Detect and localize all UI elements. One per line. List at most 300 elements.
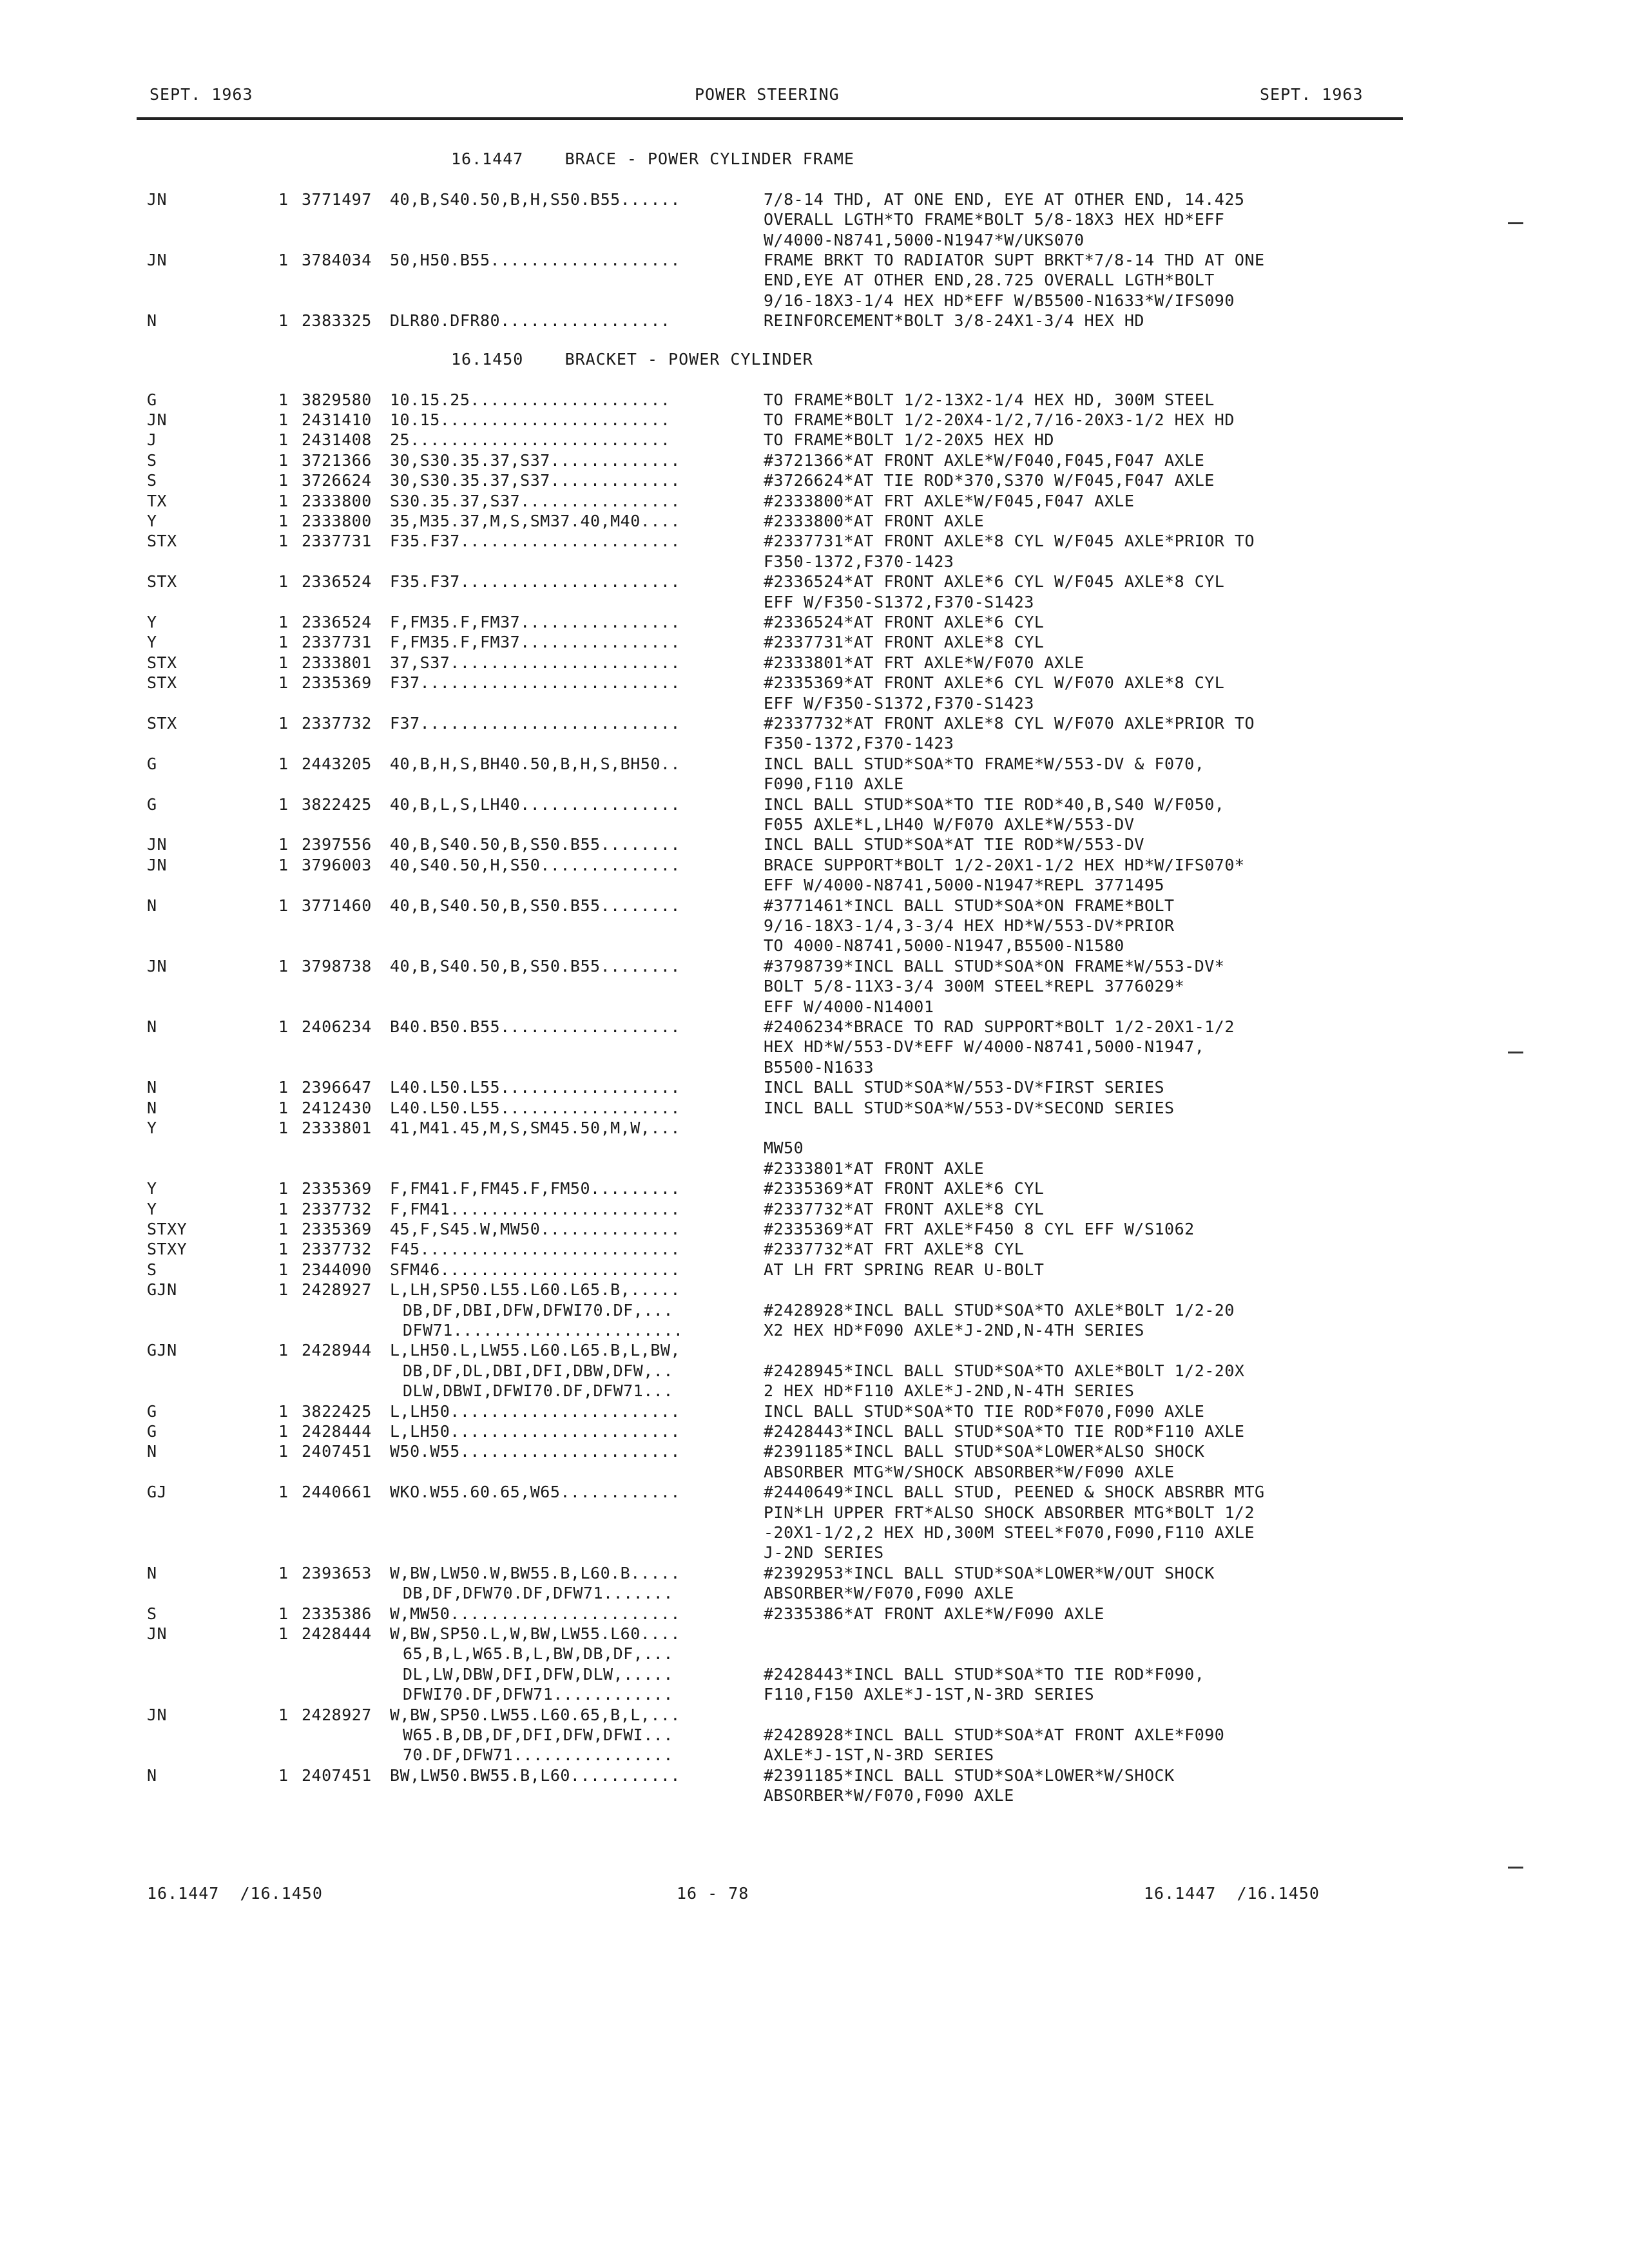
application: S30.35.37,S37................ bbox=[390, 491, 680, 510]
description: #2428443*INCL BALL STUD*SOA*TO TIE ROD*F090, bbox=[764, 1664, 1205, 1684]
part-number: 2431408 bbox=[302, 430, 372, 450]
part-row bbox=[0, 1483, 1629, 1503]
description: #2335369*AT FRONT AXLE*6 CYL W/F070 AXLE*8 CYL bbox=[764, 673, 1225, 693]
application: F,FM35.F,FM37................ bbox=[390, 613, 680, 632]
part-row-continuation bbox=[0, 694, 1629, 715]
part-number: 2443205 bbox=[302, 754, 372, 773]
description: #2391185*INCL BALL STUD*SOA*LOWER*W/SHOCK bbox=[764, 1765, 1175, 1785]
description: #3721366*AT FRONT AXLE*W/F040,F045,F047 AXLE bbox=[764, 450, 1205, 470]
part-row-continuation bbox=[0, 1685, 1629, 1706]
model-code: TX bbox=[147, 491, 168, 510]
model-code: N bbox=[147, 896, 157, 915]
application: W,BW,SP50.L,W,BW,LW55.L60.... bbox=[390, 1624, 680, 1644]
description: TO 4000-N8741,5000-N1947,B5500-N1580 bbox=[764, 936, 1124, 956]
application: L,LH50....................... bbox=[390, 1401, 680, 1421]
part-row bbox=[0, 1442, 1629, 1463]
part-row-continuation bbox=[0, 1381, 1629, 1402]
application: W,BW,SP50.LW55.L60.65,B,L,... bbox=[390, 1705, 680, 1724]
quantity: 1 bbox=[278, 532, 289, 551]
part-row bbox=[0, 714, 1629, 735]
model-code: JN bbox=[147, 251, 168, 269]
description: F090,F110 AXLE bbox=[764, 774, 904, 794]
part-row-continuation bbox=[0, 815, 1629, 836]
part-row bbox=[0, 1179, 1629, 1200]
part-row bbox=[0, 835, 1629, 856]
part-row-continuation bbox=[0, 1523, 1629, 1544]
part-row-continuation bbox=[0, 1665, 1629, 1686]
quantity: 1 bbox=[278, 189, 289, 209]
application: 40,B,H,S,BH40.50,B,H,S,BH50.. bbox=[390, 754, 680, 773]
part-number: 2406234 bbox=[302, 1017, 372, 1037]
application: L,LH50.L,LW55.L60.L65.B,L,BW, bbox=[390, 1341, 680, 1360]
footer-left: 16.1447 /16.1450 bbox=[147, 1884, 323, 1903]
description: #2333800*AT FRONT AXLE bbox=[764, 512, 985, 531]
description: F350-1372,F370-1423 bbox=[764, 552, 954, 571]
application: BW,LW50.BW55.B,L60........... bbox=[390, 1765, 680, 1785]
quantity: 1 bbox=[278, 956, 289, 975]
description: #2336524*AT FRONT AXLE*6 CYL bbox=[764, 613, 1045, 632]
part-number: 2335369 bbox=[302, 1179, 372, 1198]
part-row bbox=[0, 1766, 1629, 1787]
footer-right: 16.1447 /16.1450 bbox=[1144, 1884, 1320, 1903]
model-code: N bbox=[147, 1442, 157, 1461]
model-code: Y bbox=[147, 613, 157, 632]
part-number: 2333801 bbox=[302, 1119, 372, 1138]
part-row-continuation bbox=[0, 734, 1629, 754]
description: #2335386*AT FRONT AXLE*W/F090 AXLE bbox=[764, 1604, 1104, 1623]
quantity: 1 bbox=[278, 794, 289, 814]
header-rule bbox=[137, 117, 1403, 120]
description: ABSORBER*W/F070,F090 AXLE bbox=[764, 1584, 1014, 1603]
part-row-continuation bbox=[0, 1503, 1629, 1524]
application: 10.15.25.................... bbox=[390, 390, 671, 409]
part-number: 2337732 bbox=[302, 1199, 372, 1218]
header-right: SEPT. 1963 bbox=[1260, 85, 1364, 104]
model-code: Y bbox=[147, 1199, 157, 1218]
part-row-continuation bbox=[0, 291, 1629, 312]
part-row bbox=[0, 673, 1629, 694]
part-row bbox=[0, 896, 1629, 917]
part-row bbox=[0, 1220, 1629, 1240]
part-row-continuation bbox=[0, 1725, 1629, 1746]
quantity: 1 bbox=[278, 1705, 289, 1724]
quantity: 1 bbox=[278, 896, 289, 915]
description: #2428928*INCL BALL STUD*SOA*TO AXLE*BOLT 1/2-20 bbox=[764, 1300, 1235, 1320]
quantity: 1 bbox=[278, 1483, 289, 1502]
quantity: 1 bbox=[278, 1280, 289, 1300]
description: #2333800*AT FRT AXLE*W/F045,F047 AXLE bbox=[764, 491, 1135, 510]
description: INCL BALL STUD*SOA*W/553-DV*SECOND SERIES bbox=[764, 1098, 1175, 1117]
description: #2333801*AT FRONT AXLE bbox=[764, 1158, 985, 1178]
part-row bbox=[0, 1260, 1629, 1281]
part-row bbox=[0, 653, 1629, 674]
part-number: 2335369 bbox=[302, 673, 372, 693]
quantity: 1 bbox=[278, 633, 289, 652]
part-row bbox=[0, 430, 1629, 451]
model-code: N bbox=[147, 1017, 157, 1037]
part-row-continuation bbox=[0, 1786, 1629, 1807]
description: #2337731*AT FRONT AXLE*8 CYL W/F045 AXLE*PRIOR TO bbox=[764, 532, 1255, 551]
quantity: 1 bbox=[278, 572, 289, 591]
part-number: 2428927 bbox=[302, 1280, 372, 1300]
description: #2333801*AT FRT AXLE*W/F070 AXLE bbox=[764, 653, 1084, 672]
application: 40,B,S40.50,B,H,S50.B55...... bbox=[390, 189, 680, 209]
margin-mark bbox=[1508, 1052, 1523, 1053]
description: #2406234*BRACE TO RAD SUPPORT*BOLT 1/2-20X1-1/2 bbox=[764, 1017, 1235, 1037]
application: B40.B50.B55.................. bbox=[390, 1017, 680, 1037]
section-title bbox=[0, 149, 1629, 170]
model-code: Y bbox=[147, 1179, 157, 1198]
part-row-continuation bbox=[0, 1745, 1629, 1766]
part-number: 2333800 bbox=[302, 491, 372, 510]
part-number: 3771497 bbox=[302, 189, 372, 209]
description: BRACE SUPPORT*BOLT 1/2-20X1-1/2 HEX HD*W/IFS070* bbox=[764, 855, 1245, 874]
quantity: 1 bbox=[278, 835, 289, 854]
quantity: 1 bbox=[278, 1179, 289, 1198]
part-row bbox=[0, 1564, 1629, 1584]
model-code: JN bbox=[147, 1705, 168, 1724]
part-row-continuation bbox=[0, 231, 1629, 251]
description: INCL BALL STUD*SOA*TO FRAME*W/553-DV & F070, bbox=[764, 754, 1205, 773]
part-row bbox=[0, 856, 1629, 876]
part-number: 3784034 bbox=[302, 251, 372, 269]
part-row bbox=[0, 311, 1629, 332]
description: #2391185*INCL BALL STUD*SOA*LOWER*ALSO SHOCK bbox=[764, 1442, 1205, 1461]
part-number: 3822425 bbox=[302, 1401, 372, 1421]
part-row bbox=[0, 754, 1629, 775]
application: W50.W55...................... bbox=[390, 1442, 680, 1461]
application: 35,M35.37,M,S,SM37.40,M40.... bbox=[390, 512, 680, 531]
part-number: 2393653 bbox=[302, 1563, 372, 1582]
section-heading: 16.1450 BRACKET - POWER CYLINDER bbox=[451, 349, 813, 369]
quantity: 1 bbox=[278, 512, 289, 531]
description: #2336524*AT FRONT AXLE*6 CYL W/F045 AXLE*8 CYL bbox=[764, 572, 1225, 591]
model-code: STXY bbox=[147, 1240, 188, 1259]
application: 45,F,S45.W,MW50.............. bbox=[390, 1220, 680, 1239]
description: EFF W/4000-N14001 bbox=[764, 997, 934, 1016]
description: #2337732*AT FRONT AXLE*8 CYL W/F070 AXLE*PRIOR TO bbox=[764, 714, 1255, 733]
part-row-continuation bbox=[0, 1644, 1629, 1665]
application: DFW71....................... bbox=[403, 1321, 684, 1340]
quantity: 1 bbox=[278, 430, 289, 450]
part-row bbox=[0, 1706, 1629, 1726]
description: #2337731*AT FRONT AXLE*8 CYL bbox=[764, 633, 1045, 652]
quantity: 1 bbox=[278, 613, 289, 632]
model-code: S bbox=[147, 1604, 157, 1623]
part-row-continuation bbox=[0, 1159, 1629, 1180]
description: F110,F150 AXLE*J-1ST,N-3RD SERIES bbox=[764, 1685, 1095, 1704]
part-number: 2407451 bbox=[302, 1442, 372, 1461]
model-code: JN bbox=[147, 835, 168, 854]
application: SFM46........................ bbox=[390, 1260, 680, 1279]
margin-mark bbox=[1508, 1867, 1523, 1869]
part-number: 2337732 bbox=[302, 1240, 372, 1259]
model-code: Y bbox=[147, 633, 157, 652]
description: BOLT 5/8-11X3-3/4 300M STEEL*REPL 3776029* bbox=[764, 977, 1185, 996]
application: DLR80.DFR80................. bbox=[390, 311, 671, 331]
description: J-2ND SERIES bbox=[764, 1543, 884, 1562]
model-code: STX bbox=[147, 572, 177, 591]
application: 41,M41.45,M,S,SM45.50,M,W,... bbox=[390, 1119, 680, 1138]
description: TO FRAME*BOLT 1/2-20X5 HEX HD bbox=[764, 430, 1054, 450]
margin-mark bbox=[1508, 222, 1523, 224]
application: DL,LW,DBW,DFI,DFW,DLW,..... bbox=[403, 1664, 673, 1684]
quantity: 1 bbox=[278, 1604, 289, 1623]
part-row-continuation bbox=[0, 593, 1629, 613]
part-row-continuation bbox=[0, 977, 1629, 997]
part-number: 2337731 bbox=[302, 532, 372, 551]
part-row bbox=[0, 957, 1629, 977]
application: DB,DF,DBI,DFW,DFWI70.DF,... bbox=[403, 1300, 673, 1320]
quantity: 1 bbox=[278, 673, 289, 693]
part-row-continuation bbox=[0, 1361, 1629, 1382]
part-row bbox=[0, 613, 1629, 633]
part-number: 2333800 bbox=[302, 512, 372, 531]
description: X2 HEX HD*F090 AXLE*J-2ND,N-4TH SERIES bbox=[764, 1321, 1144, 1340]
model-code: GJ bbox=[147, 1483, 168, 1502]
part-row bbox=[0, 251, 1629, 271]
model-code: JN bbox=[147, 189, 168, 209]
part-row bbox=[0, 1604, 1629, 1625]
application: L40.L50.L55.................. bbox=[390, 1098, 680, 1117]
part-row-continuation bbox=[0, 271, 1629, 291]
quantity: 1 bbox=[278, 251, 289, 269]
part-number: 2412430 bbox=[302, 1098, 372, 1117]
part-row-continuation bbox=[0, 774, 1629, 795]
part-number: 2428444 bbox=[302, 1624, 372, 1644]
model-code: J bbox=[147, 430, 157, 450]
model-code: STX bbox=[147, 673, 177, 693]
page-header bbox=[0, 85, 1629, 111]
quantity: 1 bbox=[278, 1401, 289, 1421]
application: F35.F37...................... bbox=[390, 532, 680, 551]
part-row-continuation bbox=[0, 1321, 1629, 1341]
model-code: STX bbox=[147, 653, 177, 672]
description: EFF W/4000-N8741,5000-N1947*REPL 3771495 bbox=[764, 876, 1165, 895]
application: 40,B,S40.50,B,S50.B55........ bbox=[390, 956, 680, 975]
part-number: 3721366 bbox=[302, 450, 372, 470]
application: 70.DF,DFW71................ bbox=[403, 1745, 673, 1765]
part-row bbox=[0, 532, 1629, 552]
description: HEX HD*W/553-DV*EFF W/4000-N8741,5000-N1947, bbox=[764, 1037, 1205, 1057]
model-code: N bbox=[147, 1765, 157, 1785]
model-code: JN bbox=[147, 956, 168, 975]
part-number: 3798738 bbox=[302, 956, 372, 975]
part-number: 3796003 bbox=[302, 855, 372, 874]
part-row bbox=[0, 471, 1629, 492]
part-number: 2335369 bbox=[302, 1220, 372, 1239]
part-row bbox=[0, 190, 1629, 211]
description: END,EYE AT OTHER END,28.725 OVERALL LGTH*BOLT bbox=[764, 271, 1215, 290]
part-number: 3771460 bbox=[302, 896, 372, 915]
quantity: 1 bbox=[278, 1563, 289, 1582]
part-number: 2337731 bbox=[302, 633, 372, 652]
application: F35.F37...................... bbox=[390, 572, 680, 591]
description: INCL BALL STUD*SOA*TO TIE ROD*40,B,S40 W/F050, bbox=[764, 794, 1225, 814]
description: AT LH FRT SPRING REAR U-BOLT bbox=[764, 1260, 1045, 1279]
page-number: 16 - 78 bbox=[677, 1884, 749, 1903]
part-row-continuation bbox=[0, 876, 1629, 896]
part-number: 2397556 bbox=[302, 835, 372, 854]
description: ABSORBER*W/F070,F090 AXLE bbox=[764, 1786, 1014, 1805]
quantity: 1 bbox=[278, 491, 289, 510]
application: F37.......................... bbox=[390, 673, 680, 693]
part-row-continuation bbox=[0, 1139, 1629, 1159]
model-code: S bbox=[147, 471, 157, 490]
part-number: 2337732 bbox=[302, 714, 372, 733]
description: #2428443*INCL BALL STUD*SOA*TO TIE ROD*F110 AXLE bbox=[764, 1422, 1245, 1441]
part-row bbox=[0, 492, 1629, 512]
application: F,FM41.F,FM45.F,FM50......... bbox=[390, 1179, 680, 1198]
application: 40,B,S40.50,B,S50.B55........ bbox=[390, 896, 680, 915]
part-row-continuation bbox=[0, 1058, 1629, 1079]
model-code: STXY bbox=[147, 1220, 188, 1239]
application: L40.L50.L55.................. bbox=[390, 1078, 680, 1097]
part-row bbox=[0, 390, 1629, 411]
quantity: 1 bbox=[278, 471, 289, 490]
part-number: 3822425 bbox=[302, 794, 372, 814]
part-row bbox=[0, 1624, 1629, 1645]
model-code: N bbox=[147, 311, 157, 331]
part-row bbox=[0, 410, 1629, 431]
part-row bbox=[0, 1200, 1629, 1220]
application: L,LH,SP50.L55.L60.L65.B,..... bbox=[390, 1280, 680, 1300]
application: DLW,DBWI,DFWI70.DF,DFW71... bbox=[403, 1381, 673, 1401]
part-number: 2336524 bbox=[302, 572, 372, 591]
description: #2337732*AT FRONT AXLE*8 CYL bbox=[764, 1199, 1045, 1218]
part-row bbox=[0, 1099, 1629, 1119]
quantity: 1 bbox=[278, 1199, 289, 1218]
quantity: 1 bbox=[278, 653, 289, 672]
description: F055 AXLE*L,LH40 W/F070 AXLE*W/553-DV bbox=[764, 815, 1135, 834]
quantity: 1 bbox=[278, 754, 289, 773]
part-row bbox=[0, 1422, 1629, 1443]
description: -20X1-1/2,2 HEX HD,300M STEEL*F070,F090,F110 AXLE bbox=[764, 1523, 1255, 1542]
application: F37.......................... bbox=[390, 714, 680, 733]
description: AXLE*J-1ST,N-3RD SERIES bbox=[764, 1745, 994, 1765]
model-code: Y bbox=[147, 1119, 157, 1138]
part-row-continuation bbox=[0, 916, 1629, 937]
header-center: POWER STEERING bbox=[695, 85, 840, 104]
quantity: 1 bbox=[278, 311, 289, 331]
part-number: 2335386 bbox=[302, 1604, 372, 1623]
model-code: G bbox=[147, 794, 157, 814]
part-number: 2383325 bbox=[302, 311, 372, 331]
description: 7/8-14 THD, AT ONE END, EYE AT OTHER END, 14.425 bbox=[764, 189, 1245, 209]
description: INCL BALL STUD*SOA*AT TIE ROD*W/553-DV bbox=[764, 835, 1144, 854]
quantity: 1 bbox=[278, 714, 289, 733]
part-row-continuation bbox=[0, 1037, 1629, 1058]
part-number: 2428927 bbox=[302, 1705, 372, 1724]
part-row-continuation bbox=[0, 936, 1629, 957]
part-number: 2336524 bbox=[302, 613, 372, 632]
application: 30,S30.35.37,S37............. bbox=[390, 450, 680, 470]
description: EFF W/F350-S1372,F370-S1423 bbox=[764, 592, 1034, 611]
part-row bbox=[0, 1341, 1629, 1361]
part-row bbox=[0, 1280, 1629, 1301]
part-row bbox=[0, 451, 1629, 472]
part-row bbox=[0, 795, 1629, 816]
description: INCL BALL STUD*SOA*W/553-DV*FIRST SERIES bbox=[764, 1078, 1165, 1097]
page-footer bbox=[0, 1884, 1629, 1910]
application: 30,S30.35.37,S37............. bbox=[390, 471, 680, 490]
quantity: 1 bbox=[278, 450, 289, 470]
model-code: N bbox=[147, 1563, 157, 1582]
application: 40,B,L,S,LH40................ bbox=[390, 794, 680, 814]
application: 37,S37....................... bbox=[390, 653, 680, 672]
description: EFF W/F350-S1372,F370-S1423 bbox=[764, 693, 1034, 713]
section-title bbox=[0, 350, 1629, 370]
description: OVERALL LGTH*TO FRAME*BOLT 5/8-18X3 HEX HD*EFF bbox=[764, 210, 1225, 229]
part-number: 2431410 bbox=[302, 410, 372, 430]
quantity: 1 bbox=[278, 1260, 289, 1279]
description: TO FRAME*BOLT 1/2-13X2-1/4 HEX HD, 300M STEEL bbox=[764, 390, 1215, 409]
part-row-continuation bbox=[0, 210, 1629, 231]
description: #2335369*AT FRONT AXLE*6 CYL bbox=[764, 1179, 1045, 1198]
description: F350-1372,F370-1423 bbox=[764, 734, 954, 753]
section-heading: 16.1447 BRACE - POWER CYLINDER FRAME bbox=[451, 149, 854, 168]
description: #3726624*AT TIE ROD*370,S370 W/F045,F047 AXLE bbox=[764, 471, 1215, 490]
part-row bbox=[0, 1078, 1629, 1099]
model-code: GJN bbox=[147, 1280, 177, 1300]
part-row bbox=[0, 1240, 1629, 1260]
quantity: 1 bbox=[278, 1442, 289, 1461]
quantity: 1 bbox=[278, 1624, 289, 1644]
part-row-continuation bbox=[0, 997, 1629, 1018]
part-row bbox=[0, 512, 1629, 532]
application: F,FM35.F,FM37................ bbox=[390, 633, 680, 652]
quantity: 1 bbox=[278, 1240, 289, 1259]
model-code: G bbox=[147, 1422, 157, 1441]
description: #2440649*INCL BALL STUD, PEENED & SHOCK ABSRBR MTG bbox=[764, 1483, 1265, 1502]
application: 10.15....................... bbox=[390, 410, 671, 430]
part-number: 3726624 bbox=[302, 471, 372, 490]
model-code: GJN bbox=[147, 1341, 177, 1360]
model-code: G bbox=[147, 1401, 157, 1421]
application: W,MW50....................... bbox=[390, 1604, 680, 1623]
application: DB,DF,DL,DBI,DFI,DBW,DFW,.. bbox=[403, 1361, 673, 1380]
quantity: 1 bbox=[278, 390, 289, 409]
part-number: 2333801 bbox=[302, 653, 372, 672]
description: ABSORBER MTG*W/SHOCK ABSORBER*W/F090 AXLE bbox=[764, 1462, 1175, 1481]
application: W65.B,DB,DF,DFI,DFW,DFWI... bbox=[403, 1725, 673, 1745]
application: 65,B,L,W65.B,L,BW,DB,DF,... bbox=[403, 1644, 673, 1664]
quantity: 1 bbox=[278, 1422, 289, 1441]
description: PIN*LH UPPER FRT*ALSO SHOCK ABSORBER MTG*BOLT 1/2 bbox=[764, 1503, 1255, 1522]
description: #2392953*INCL BALL STUD*SOA*LOWER*W/OUT SHOCK bbox=[764, 1563, 1215, 1582]
quantity: 1 bbox=[278, 1078, 289, 1097]
description: FRAME BRKT TO RADIATOR SUPT BRKT*7/8-14 THD AT ONE bbox=[764, 251, 1265, 269]
model-code: STX bbox=[147, 532, 177, 551]
model-code: G bbox=[147, 390, 157, 409]
application: 40,S40.50,H,S50.............. bbox=[390, 855, 680, 874]
description: #2428945*INCL BALL STUD*SOA*TO AXLE*BOLT 1/2-20X bbox=[764, 1361, 1245, 1380]
description: 9/16-18X3-1/4 HEX HD*EFF W/B5500-N1633*W/IFS090 bbox=[764, 291, 1235, 310]
application: W,BW,LW50.W,BW55.B,L60.B..... bbox=[390, 1563, 680, 1582]
quantity: 1 bbox=[278, 1119, 289, 1138]
quantity: 1 bbox=[278, 1765, 289, 1785]
model-code: G bbox=[147, 754, 157, 773]
application: 50,H50.B55................... bbox=[390, 251, 680, 269]
description: TO FRAME*BOLT 1/2-20X4-1/2,7/16-20X3-1/2 HEX HD bbox=[764, 410, 1235, 430]
model-code: JN bbox=[147, 410, 168, 430]
description: #3771461*INCL BALL STUD*SOA*ON FRAME*BOLT bbox=[764, 896, 1175, 915]
application: 25.......................... bbox=[390, 430, 671, 450]
header-left: SEPT. 1963 bbox=[149, 85, 253, 104]
model-code: JN bbox=[147, 1624, 168, 1644]
description: W/4000-N8741,5000-N1947*W/UKS070 bbox=[764, 230, 1084, 249]
part-row bbox=[0, 1017, 1629, 1038]
